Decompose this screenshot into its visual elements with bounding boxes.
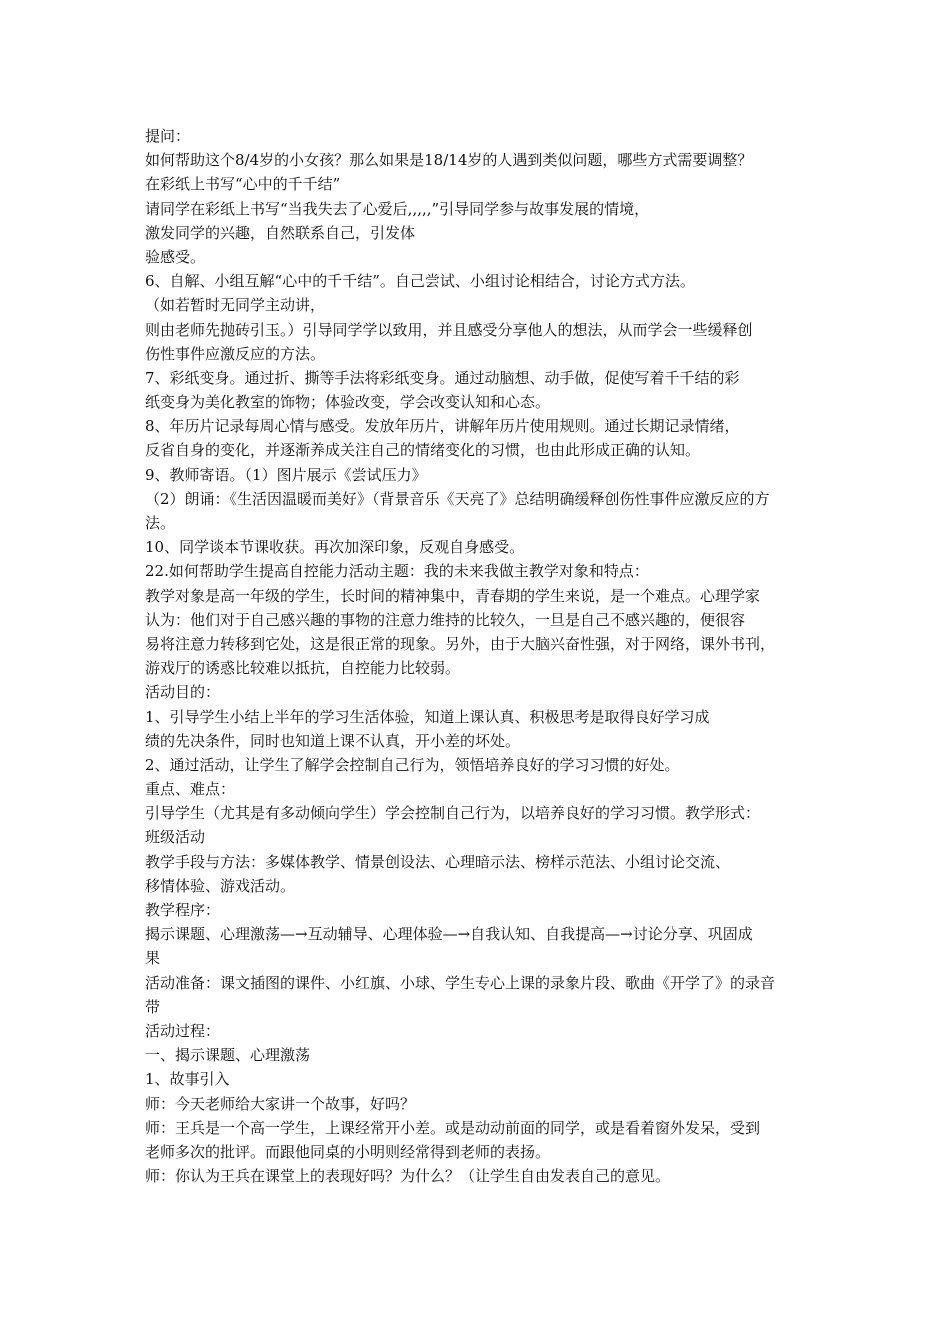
text-line: 在彩纸上书写“心中的千千结” — [145, 175, 341, 194]
text-line: 一、揭示课题、心理激荡 — [145, 1046, 311, 1065]
text-line: 请同学在彩纸上书写“当我失去了心爱后,,,,,”引导同学参与故事发展的情境， — [145, 199, 650, 218]
text-line: 8、年历片记录每周心情与感受。发放年历片，讲解年历片使用规则。通过长期记录情绪， — [145, 417, 740, 436]
text-line: 师：王兵是一个高一学生，上课经常开小差。或是动动前面的同学，或是看着窗外发呆，受到 — [145, 1118, 761, 1137]
text-line: 认为：他们对于自己感兴趣的事物的注意力维持的比较久，一旦是自己不感兴趣的，便很容 — [145, 610, 746, 629]
text-line: 活动目的： — [145, 683, 221, 702]
text-line: 2、通过活动，让学生了解学会控制自己行为，领悟培养良好的学习习惯的好处。 — [145, 755, 680, 774]
text-line: 教学程序： — [145, 901, 221, 919]
text-line: 绩的先决条件，同时也知道上课不认真，开小差的坏处。 — [145, 731, 521, 750]
text-line: （2）朗诵：《生活因温暖而美好》（背景音乐《天亮了》总结明确缓释创伤性事件应激反应的方 — [145, 489, 770, 508]
text-line: 则由老师先抛砖引玉。）引导同学学以致用，并且感受分享他人的想法，从而学会一些缓释创 — [145, 320, 753, 339]
text-line: （如若暂时无同学主动讲， — [145, 296, 326, 315]
text-line: 引导学生（尤其是有多动倾向学生）学会控制自己行为，以培养良好的学习习惯。教学形式： — [145, 804, 761, 823]
text-line: 活动准备：课文插图的课件、小红旗、小球、学生专心上课的录象片段、歌曲《开学了》的录音 — [145, 973, 776, 992]
text-line: 重点、难点： — [145, 780, 236, 799]
document-body — [145, 124, 825, 1188]
text-line: 老师多次的批评。而跟他同桌的小明则经常得到老师的表扬。 — [145, 1142, 551, 1161]
text-line: 带 — [145, 997, 161, 1016]
text-line: 教学手段与方法：多媒体教学、情景创设法、心理暗示法、榜样示范法、小组讨论交流、 — [145, 852, 731, 871]
text-line: 9、教师寄语。（1）图片展示《尝试压力》 — [145, 465, 427, 484]
text-line: 果 — [145, 949, 161, 968]
text-line: 10、同学谈本节课收获。再次加深印象，反观自身感受。 — [145, 538, 525, 557]
text-line: 如何帮助这个8/4岁的小女孩？那么如果是18/14岁的人遇到类似问题，哪些方式需要调整？ — [145, 151, 753, 170]
text-line: 反省自身的变化，并逐渐养成关注自己的情绪变化的习惯，也由此形成正确的认知。 — [145, 441, 701, 460]
text-line: 伤性事件应激反应的方法。 — [145, 344, 326, 363]
text-line: 揭示课题、心理激荡—→互动辅导、心理体验—→自我认知、自我提高—→讨论分享、巩固成 — [145, 925, 753, 944]
text-line: 师：今天老师给大家讲一个故事，好吗？ — [145, 1094, 416, 1113]
text-line: 教学对象是高一年级的学生，长时间的精神集中，青春期的学生来说，是一个难点。心理学家 — [145, 586, 761, 605]
text-line: 激发同学的兴趣，自然联系自己，引发体 — [145, 223, 416, 242]
text-line: 22.如何帮助学生提高自控能力活动主题：我的未来我做主教学对象和特点： — [145, 562, 649, 581]
text-line: 7、彩纸变身。通过折、撕等手法将彩纸变身。通过动脑想、动手做，促使写着千千结的彩 — [145, 368, 740, 387]
text-line: 活动过程： — [145, 1021, 221, 1040]
text-line: 游戏厅的诱惑比较难以抵抗，自控能力比较弱。 — [145, 659, 461, 678]
text-line: 法。 — [145, 514, 176, 532]
text-line: 纸变身为美化教室的饰物；体验改变，学会改变认知和心态。 — [145, 393, 551, 412]
text-line: 验感受。 — [145, 247, 206, 266]
text-line: 提问： — [145, 127, 191, 145]
text-line: 师：你认为王兵在课堂上的表现好吗？为什么？（让学生自由发表自己的意见。 — [145, 1167, 671, 1186]
text-line: 1、故事引入 — [145, 1070, 230, 1089]
text-line: 易将注意力转移到它处，这是很正常的现象。另外，由于大脑兴奋性强，对于网络，课外书刊， — [145, 634, 776, 653]
text-line: 6、自解、小组互解“心中的千千结”。自己尝试、小组讨论相结合，讨论方式方法。 — [145, 272, 695, 291]
text-line: 班级活动 — [145, 828, 206, 847]
text-line: 移情体验、游戏活动。 — [145, 876, 296, 895]
text-line: 1、引导学生小结上半年的学习生活体验，知道上课认真、积极思考是取得良好学习成 — [145, 707, 710, 726]
